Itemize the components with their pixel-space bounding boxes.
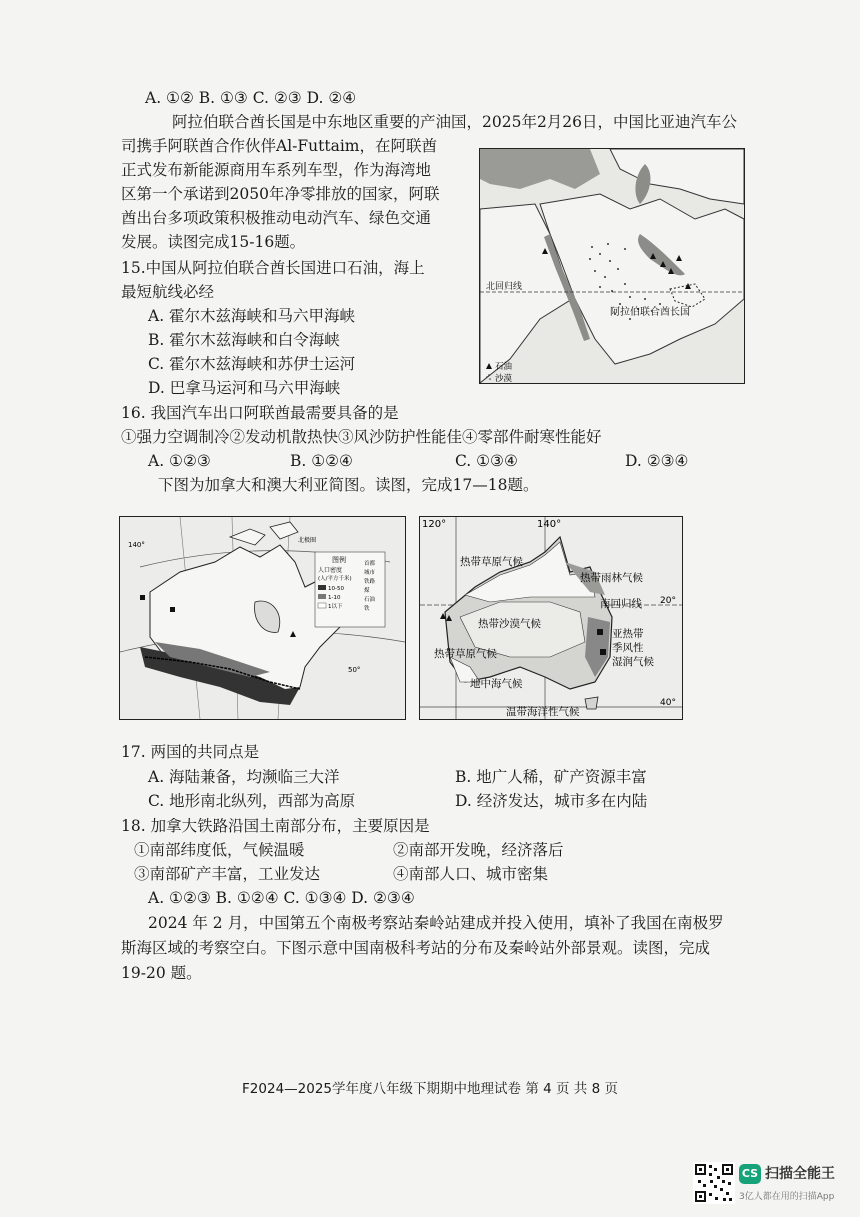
passage-qinling-line1: 2024 年 2 月，中国第五个南极考察站秦岭站建成并投入使用，填补了我国在南极罗 (148, 914, 724, 932)
aus-climate-savanna-west: 热带草原气候 (434, 648, 497, 660)
q17-option-d: D. 经济发达，城市多在内陆 (455, 792, 648, 810)
passage-qinling-line2: 斯海区域的考察空白。下图示意中国南极科考站的分布及秦岭站外部景观。读图，完成 (121, 939, 711, 957)
q15-option-b: B. 霍尔木兹海峡和白令海峡 (148, 331, 340, 349)
aus-climate-desert: 热带沙漠气候 (478, 618, 541, 630)
q18-item-3: ③南部矿产丰富，工业发达 (134, 865, 321, 883)
aus-lon-140: 140° (537, 519, 562, 530)
aus-climate-temperate-maritime: 温带海洋性气候 (506, 706, 580, 718)
aus-climate-savanna-north: 热带草原气候 (460, 556, 523, 568)
q18-item-1: ①南部纬度低，气候温暖 (134, 841, 305, 859)
q16-option-c: C. ①③④ (455, 452, 518, 470)
aus-lat-40: 40° (660, 698, 676, 708)
q18-item-4: ④南部人口、城市密集 (393, 865, 549, 883)
q15-option-c: C. 霍尔木兹海峡和苏伊士运河 (148, 355, 356, 373)
label-tropic: 北回归线 (486, 282, 523, 292)
aus-climate-mediterranean: 地中海气候 (470, 678, 523, 690)
canada-map (119, 516, 406, 720)
page-footer: F2024—2025学年度八年级下期期中地理试卷 第 4 页 共 8 页 (242, 1081, 618, 1097)
q16-stem: 16. 我国汽车出口阿联酋最需要具备的是 (121, 404, 399, 422)
q15-option-a: A. 霍尔木兹海峡和马六甲海峡 (148, 307, 356, 325)
canada-legend-density: 人口密度 (318, 567, 343, 574)
q14-options: A. ①② B. ①③ C. ②③ D. ②④ (145, 89, 357, 107)
canada-legend-city: 城市 (364, 570, 376, 576)
canada-legend-item-2: 1-10 (328, 595, 341, 601)
australia-map (419, 516, 683, 720)
legend-desert: 沙漠 (495, 374, 513, 383)
canada-legend-coal: 煤 (364, 588, 370, 594)
canada-legend-item-1: 10-50 (328, 586, 344, 592)
passage-uae-line6: 发展。读图完成15-16题。 (121, 233, 306, 251)
canada-legend-rail: 铁路 (364, 579, 376, 585)
q16-option-a: A. ①②③ (148, 452, 211, 470)
aus-climate-rainforest: 热带雨林气候 (580, 572, 643, 584)
canada-legend-unit: (人/平方千米) (318, 576, 352, 582)
aus-climate-subtropical-3: 湿润气候 (612, 656, 654, 668)
aus-climate-subtropical-2: 季风性 (612, 642, 644, 654)
q17-stem: 17. 两国的共同点是 (121, 743, 260, 761)
passage-uae-line4: 区第一个承诺到2050年净零排放的国家，阿联 (121, 185, 440, 203)
middle-east-map (479, 148, 745, 384)
canada-legend-title: 图例 (332, 556, 346, 564)
passage-uae-line1: 阿拉伯联合酋长国是中东地区重要的产油国，2025年2月26日，中国比亚迪汽车公 (172, 113, 738, 131)
aus-lat-20: 20° (660, 596, 676, 606)
q17-option-c: C. 地形南北纵列，西部为高原 (148, 792, 356, 810)
q18-item-2: ②南部开发晚，经济落后 (393, 841, 564, 859)
canada-legend-item-3: 1以下 (328, 604, 343, 610)
q15-stem-line2: 最短航线必经 (121, 283, 215, 301)
passage-uae-line2: 司携手阿联酋合作伙伴Al-Futtaim，在阿联酋 (121, 137, 437, 155)
q17-option-b: B. 地广人稀，矿产资源丰富 (455, 768, 647, 786)
intro-17-18: 下图为加拿大和澳大利亚简图。读图，完成17—18题。 (158, 476, 539, 494)
camscanner-title: 扫描全能王 (765, 1166, 835, 1182)
canada-lon-label: 140° (128, 541, 145, 549)
q17-option-a: A. 海陆兼备，均濒临三大洋 (148, 768, 340, 786)
qr-code-icon (693, 1162, 735, 1204)
passage-uae-line3: 正式发布新能源商用车系列车型，作为海湾地 (121, 161, 432, 179)
q15-stem-line1: 15.中国从阿拉伯联合酋长国进口石油，海上 (121, 259, 425, 277)
q16-option-b: B. ①②④ (290, 452, 353, 470)
q18-options: A. ①②③ B. ①②④ C. ①③④ D. ②③④ (148, 889, 415, 907)
q15-option-d: D. 巴拿马运河和马六甲海峡 (148, 379, 341, 397)
canada-legend-iron: 铁 (364, 606, 370, 612)
q16-items: ①强力空调制冷②发动机散热快③风沙防护性能佳④零部件耐寒性能好 (121, 428, 602, 446)
aus-climate-subtropical-1: 亚热带 (612, 628, 644, 640)
q16-option-d: D. ②③④ (625, 452, 689, 470)
canada-arctic-label: 北极圈 (298, 537, 317, 544)
camscanner-subtitle: 3亿人都在用的扫描App (739, 1192, 835, 1202)
canada-lat-label: 50° (348, 666, 361, 674)
passage-uae-line5: 酋出台多项政策积极推动电动汽车、绿色交通 (121, 209, 432, 227)
label-uae: 阿拉伯联合酋长国 (610, 307, 690, 318)
q18-stem: 18. 加拿大铁路沿国土南部分布，主要原因是 (121, 817, 430, 835)
aus-tropic-label: 南回归线 (600, 598, 642, 610)
aus-lon-120: 120° (422, 519, 447, 530)
legend-oil: 石油 (495, 362, 513, 372)
canada-legend-capital: 首都 (364, 561, 376, 567)
canada-legend-oil: 石油 (364, 597, 376, 603)
passage-qinling-line3: 19-20 题。 (121, 964, 202, 982)
camscanner-logo-icon: CS (739, 1164, 761, 1184)
